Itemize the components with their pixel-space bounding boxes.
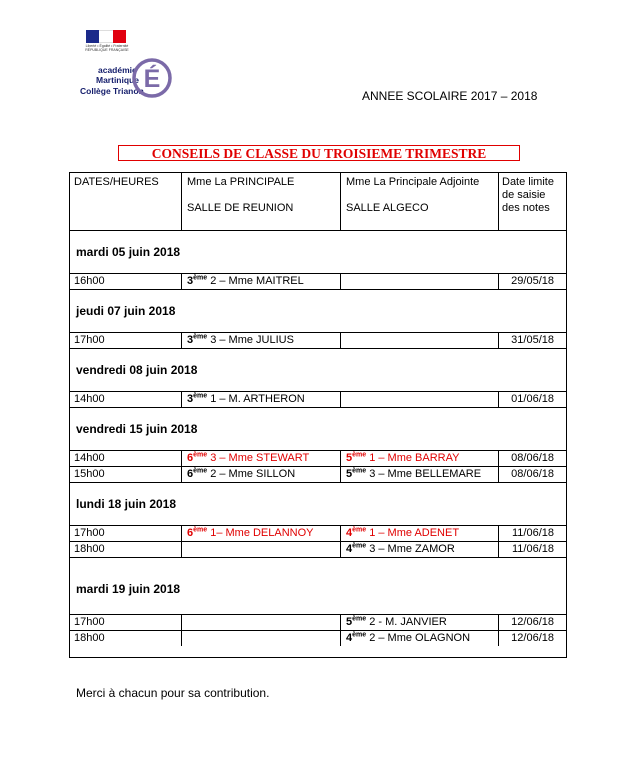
- date-limit-cell: 11/06/18: [511, 527, 554, 539]
- day-label: lundi 18 juin 2018: [76, 497, 177, 511]
- time-cell: 17h00: [74, 527, 105, 539]
- principale-class-cell: 6ème 3 – Mme STEWART: [187, 451, 310, 464]
- table-row: [70, 274, 566, 289]
- republique-motto: Liberté • Égalité • Fraternité RÉPUBLIQUE FRANÇAISE: [85, 44, 129, 52]
- adjointe-class-cell: 5ème 2 - M. JANVIER: [346, 615, 447, 628]
- time-cell: 17h00: [74, 616, 105, 628]
- table-row: [70, 392, 566, 407]
- day-row: [70, 231, 566, 273]
- academie-logo: [80, 30, 170, 106]
- day-row: [70, 349, 566, 391]
- day-label: vendredi 08 juin 2018: [76, 363, 198, 377]
- adjointe-class-cell: 4ème 1 – Mme ADENET: [346, 526, 460, 539]
- adjointe-class-cell: 5ème 1 – Mme BARRAY: [346, 451, 460, 464]
- principale-class-cell: 6ème 1– Mme DELANNOY: [187, 526, 314, 539]
- time-cell: 16h00: [74, 275, 105, 287]
- table-row: [70, 615, 566, 630]
- svg-text:É: É: [143, 65, 161, 93]
- table-header: [70, 173, 566, 230]
- table-row: [70, 333, 566, 348]
- principale-class-cell: 3ème 3 – Mme JULIUS: [187, 333, 294, 346]
- adjointe-class-cell: 4ème 3 – Mme ZAMOR: [346, 542, 455, 555]
- day-row: [70, 290, 566, 332]
- date-limit-cell: 12/06/18: [511, 632, 554, 644]
- principale-class-cell: 3ème 2 – Mme MAITREL: [187, 274, 304, 287]
- principale-class-cell: 6ème 2 – Mme SILLON: [187, 467, 296, 480]
- date-limit-cell: 12/06/18: [511, 616, 554, 628]
- table-row: [70, 542, 566, 557]
- date-limit-cell: 29/05/18: [511, 275, 554, 287]
- logo-line-college: Collège Trianon: [80, 86, 144, 96]
- header-principale: Mme La PRINCIPALE SALLE DE REUNION: [187, 176, 295, 214]
- table-row: [70, 631, 566, 646]
- day-label: jeudi 07 juin 2018: [76, 304, 176, 318]
- header-date-limite: Date limite de saisie des notes: [502, 176, 554, 214]
- date-limit-cell: 11/06/18: [511, 543, 554, 555]
- day-label: mardi 19 juin 2018: [76, 582, 181, 596]
- adjointe-class-cell: 5ème 3 – Mme BELLEMARE: [346, 467, 482, 480]
- day-label: mardi 05 juin 2018: [76, 245, 181, 259]
- school-year: ANNEE SCOLAIRE 2017 – 2018: [362, 89, 538, 103]
- document-title: CONSEILS DE CLASSE DU TROISIEME TRIMESTRE: [118, 145, 520, 161]
- time-cell: 17h00: [74, 334, 105, 346]
- day-label: vendredi 15 juin 2018: [76, 422, 198, 436]
- date-limit-cell: 01/06/18: [511, 393, 554, 405]
- day-row: [70, 408, 566, 450]
- time-cell: 14h00: [74, 393, 105, 405]
- table-row: [70, 526, 566, 541]
- day-row: [70, 483, 566, 525]
- education-e-icon: [130, 55, 174, 99]
- date-limit-cell: 08/06/18: [511, 452, 554, 464]
- header-dates: DATES/HEURES: [74, 176, 159, 188]
- adjointe-class-cell: 4ème 2 – Mme OLAGNON: [346, 631, 471, 644]
- footer-note: Merci à chacun pour sa contribution.: [76, 686, 270, 700]
- time-cell: 18h00: [74, 543, 105, 555]
- logo-line-academie: académie: [98, 65, 137, 75]
- header-adjointe: Mme La Principale Adjointe SALLE ALGECO: [346, 176, 480, 214]
- table-row: [70, 467, 566, 482]
- time-cell: 14h00: [74, 452, 105, 464]
- day-row: [70, 558, 566, 614]
- time-cell: 15h00: [74, 468, 105, 480]
- schedule-table: [69, 172, 567, 658]
- time-cell: 18h00: [74, 632, 105, 644]
- date-limit-cell: 08/06/18: [511, 468, 554, 480]
- principale-class-cell: 3ème 1 – M. ARTHERON: [187, 392, 305, 405]
- logo-line-martinique: Martinique: [96, 75, 139, 85]
- french-flag-icon: [86, 30, 126, 43]
- table-row: [70, 451, 566, 466]
- date-limit-cell: 31/05/18: [511, 334, 554, 346]
